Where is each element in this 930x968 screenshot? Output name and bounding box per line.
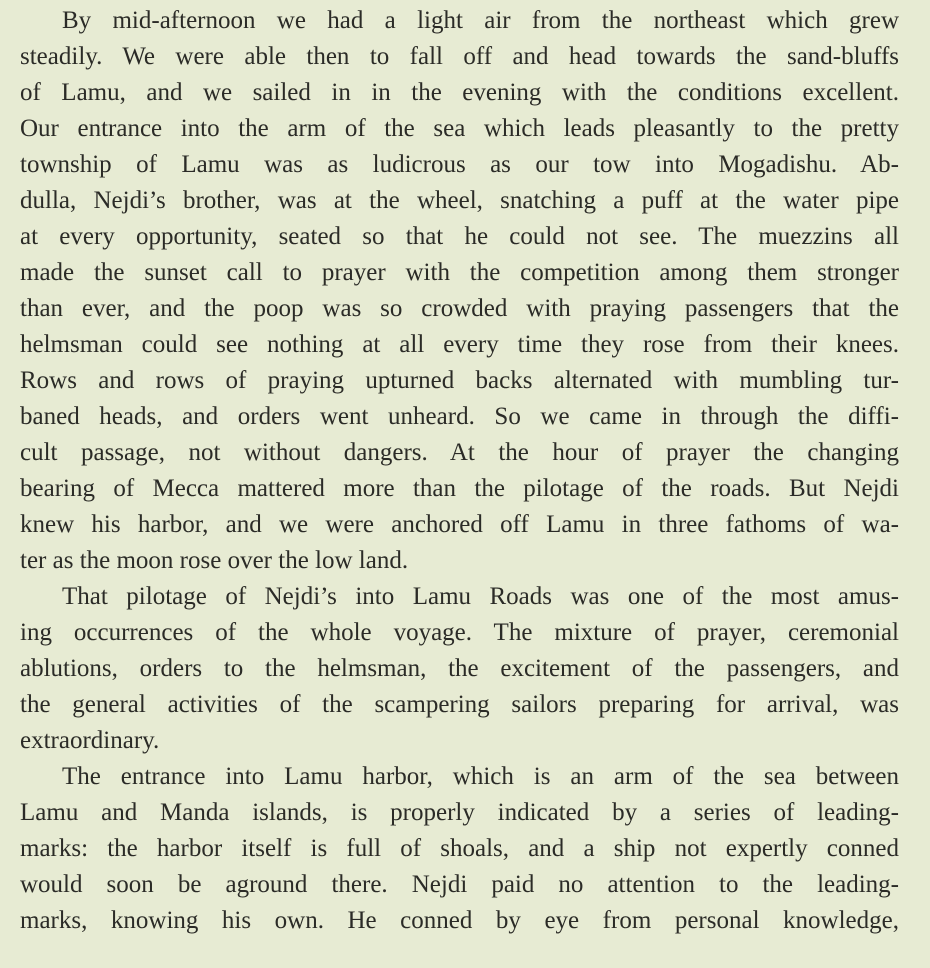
paragraph-1: [20, 3, 899, 579]
text-line: at every opportunity, seated so that he could not see. The muezzins all: [20, 223, 899, 250]
text-line: ter as the moon rose over the low land.: [20, 547, 409, 574]
text-line: Rows and rows of praying upturned backs alternated with mumbling tur-: [20, 367, 899, 394]
paragraph-2: [20, 579, 899, 759]
text-line: That pilotage of Nejdi’s into Lamu Roads was one of the most amus-: [62, 583, 899, 610]
text-line: extraordinary.: [20, 727, 160, 754]
paragraph-3: [20, 759, 899, 939]
text-line: Lamu and Manda islands, is properly indicated by a series of leading-: [20, 799, 899, 826]
text-line: marks, knowing his own. He conned by eye from personal knowledge,: [20, 907, 899, 934]
text-line: than ever, and the poop was so crowded with praying passengers that the: [20, 295, 899, 322]
text-line: helmsman could see nothing at all every time they rose from their knees.: [20, 331, 899, 358]
text-line: cult passage, not without dangers. At the hour of prayer the changing: [20, 439, 899, 466]
text-line: marks: the harbor itself is full of shoals, and a ship not expertly conned: [20, 835, 899, 862]
text-line: made the sunset call to prayer with the competition among them stronger: [20, 259, 899, 286]
text-line: Our entrance into the arm of the sea which leads pleasantly to the pretty: [20, 115, 899, 142]
text-line: steadily. We were able then to fall off and head towards the sand-bluffs: [20, 43, 899, 70]
text-line: baned heads, and orders went unheard. So we came in through the diffi-: [20, 403, 899, 430]
text-line: dulla, Nejdi’s brother, was at the wheel, snatching a puff at the water pipe: [20, 187, 899, 214]
text-line: bearing of Mecca mattered more than the pilotage of the roads. But Nejdi: [20, 475, 899, 502]
text-line: would soon be aground there. Nejdi paid no attention to the leading-: [20, 871, 899, 898]
text-line: By mid-afternoon we had a light air from the northeast which grew: [62, 7, 899, 34]
text-line: ing occurrences of the whole voyage. The mixture of prayer, ceremonial: [20, 619, 899, 646]
text-body: [20, 3, 899, 939]
text-line: township of Lamu was as ludicrous as our tow into Mogadishu. Ab-: [20, 151, 899, 178]
text-line: ablutions, orders to the helmsman, the excitement of the passengers, and: [20, 655, 899, 682]
text-line: The entrance into Lamu harbor, which is an arm of the sea between: [62, 763, 899, 790]
text-line: knew his harbor, and we were anchored off Lamu in three fathoms of wa-: [20, 511, 899, 538]
text-line: the general activities of the scampering sailors preparing for arrival, was: [20, 691, 899, 718]
text-line: of Lamu, and we sailed in in the evening with the conditions excellent.: [20, 79, 899, 106]
